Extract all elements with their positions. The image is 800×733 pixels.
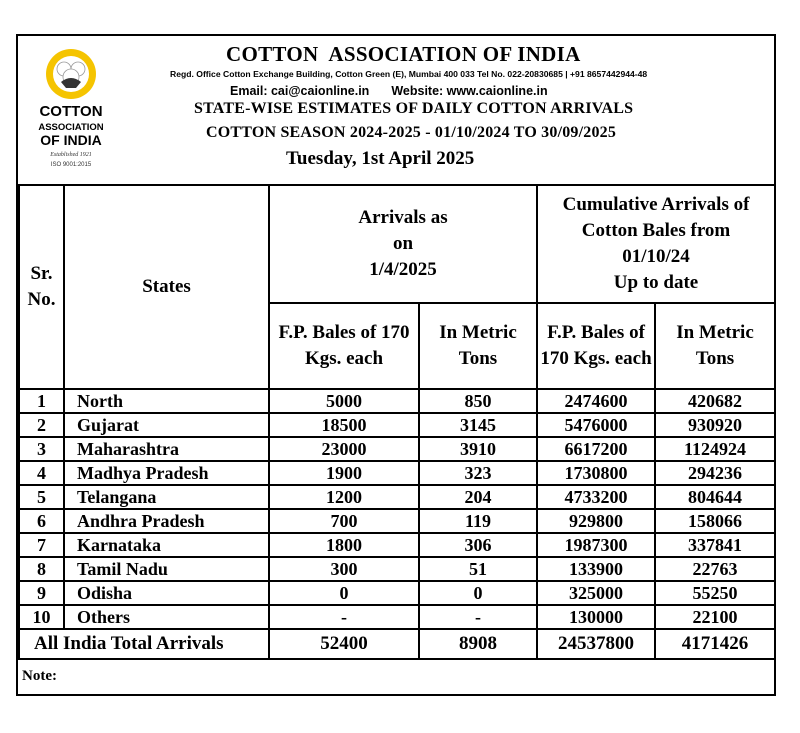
logo-text-2: ASSOCIATION <box>38 122 104 133</box>
report-title: STATE-WISE ESTIMATES OF DAILY COTTON ARRIVALS <box>194 100 634 117</box>
cell-cmt: 22763 <box>655 557 775 581</box>
table-row <box>19 509 775 533</box>
cell-state: Karnataka <box>64 533 269 557</box>
group-header-cumulative: Cumulative Arrivals of Cotton Bales from 01/10/24 Up to date <box>537 185 775 303</box>
org-title: COTTON ASSOCIATION OF INDIA <box>226 42 581 66</box>
cell-mt: 306 <box>419 533 537 557</box>
cell-fp: 23000 <box>269 437 419 461</box>
cell-state: Odisha <box>64 581 269 605</box>
total-fp: 52400 <box>269 629 419 659</box>
email[interactable]: Email: cai@caionline.in <box>230 84 370 98</box>
group-header-arrivals: Arrivals as on 1/4/2025 <box>269 185 537 303</box>
document-header <box>18 36 774 186</box>
table-row <box>19 557 775 581</box>
cell-srno: 4 <box>19 461 64 485</box>
cell-cmt: 22100 <box>655 605 775 629</box>
table-row <box>19 581 775 605</box>
col-header-cum-fp-bales: F.P. Bales of 170 Kgs. each <box>537 303 655 389</box>
col-header-cum-metric-tons: In Metric Tons <box>655 303 775 389</box>
cell-cmt: 294236 <box>655 461 775 485</box>
col-header-fp-bales: F.P. Bales of 170 Kgs. each <box>269 303 419 389</box>
table-row <box>19 461 775 485</box>
cell-mt: 323 <box>419 461 537 485</box>
cell-cfp: 133900 <box>537 557 655 581</box>
cell-fp: 1800 <box>269 533 419 557</box>
cell-cfp: 1730800 <box>537 461 655 485</box>
cell-state: North <box>64 389 269 413</box>
cell-mt: 51 <box>419 557 537 581</box>
total-mt: 8908 <box>419 629 537 659</box>
cell-cfp: 929800 <box>537 509 655 533</box>
cell-fp: - <box>269 605 419 629</box>
website[interactable]: Website: www.caionline.in <box>391 84 548 98</box>
total-label: All India Total Arrivals <box>19 629 269 659</box>
cell-srno: 7 <box>19 533 64 557</box>
table-row <box>19 413 775 437</box>
cell-fp: 1200 <box>269 485 419 509</box>
table-row <box>19 389 775 413</box>
cell-state: Tamil Nadu <box>64 557 269 581</box>
cell-fp: 18500 <box>269 413 419 437</box>
arrivals-table <box>18 184 776 660</box>
cell-mt: 3910 <box>419 437 537 461</box>
cell-mt: - <box>419 605 537 629</box>
cell-cfp: 4733200 <box>537 485 655 509</box>
cell-state: Maharashtra <box>64 437 269 461</box>
cell-cmt: 1124924 <box>655 437 775 461</box>
col-header-srno: Sr. No. <box>19 185 64 389</box>
cell-srno: 1 <box>19 389 64 413</box>
cell-srno: 2 <box>19 413 64 437</box>
cell-fp: 700 <box>269 509 419 533</box>
cell-cmt: 420682 <box>655 389 775 413</box>
cell-cmt: 930920 <box>655 413 775 437</box>
col-header-metric-tons: In Metric Tons <box>419 303 537 389</box>
cell-cfp: 5476000 <box>537 413 655 437</box>
document-frame <box>16 34 776 696</box>
note-label: Note: <box>22 668 57 684</box>
cai-logo <box>24 44 118 174</box>
cell-srno: 10 <box>19 605 64 629</box>
cell-cmt: 804644 <box>655 485 775 509</box>
report-date: Tuesday, 1st April 2025 <box>286 148 475 169</box>
cell-srno: 8 <box>19 557 64 581</box>
cell-cfp: 6617200 <box>537 437 655 461</box>
cell-fp: 5000 <box>269 389 419 413</box>
cell-state: Others <box>64 605 269 629</box>
table-row <box>19 533 775 557</box>
cell-mt: 204 <box>419 485 537 509</box>
table-row <box>19 485 775 509</box>
note-row <box>18 660 774 694</box>
cell-mt: 0 <box>419 581 537 605</box>
col-header-states: States <box>64 185 269 389</box>
table-row <box>19 605 775 629</box>
cell-cmt: 55250 <box>655 581 775 605</box>
logo-text-1: COTTON <box>39 103 103 120</box>
cell-srno: 9 <box>19 581 64 605</box>
cell-srno: 5 <box>19 485 64 509</box>
cell-fp: 1900 <box>269 461 419 485</box>
cell-cmt: 158066 <box>655 509 775 533</box>
cell-state: Gujarat <box>64 413 269 437</box>
logo-established: Established 1921 <box>50 152 92 158</box>
cell-mt: 3145 <box>419 413 537 437</box>
logo-iso: ISO 9001:2015 <box>50 162 92 168</box>
contact-line <box>230 84 548 98</box>
table-row <box>19 437 775 461</box>
cell-fp: 300 <box>269 557 419 581</box>
cell-cfp: 325000 <box>537 581 655 605</box>
cell-mt: 850 <box>419 389 537 413</box>
regd-office: Regd. Office Cotton Exchange Building, Cotton Green (E), Mumbai 400 033 Tel No. 022-20830685 | +91 8657442944-48 <box>170 69 648 79</box>
cell-fp: 0 <box>269 581 419 605</box>
logo-text-3: OF INDIA <box>40 132 102 148</box>
total-cfp: 24537800 <box>537 629 655 659</box>
cell-srno: 6 <box>19 509 64 533</box>
cell-cmt: 337841 <box>655 533 775 557</box>
total-row <box>19 629 775 659</box>
cell-cfp: 130000 <box>537 605 655 629</box>
cell-mt: 119 <box>419 509 537 533</box>
cell-cfp: 2474600 <box>537 389 655 413</box>
cell-state: Madhya Pradesh <box>64 461 269 485</box>
season-line: COTTON SEASON 2024-2025 - 01/10/2024 TO 30/09/2025 <box>206 124 617 141</box>
cell-state: Telangana <box>64 485 269 509</box>
cell-state: Andhra Pradesh <box>64 509 269 533</box>
cell-cfp: 1987300 <box>537 533 655 557</box>
cell-srno: 3 <box>19 437 64 461</box>
total-cmt: 4171426 <box>655 629 775 659</box>
